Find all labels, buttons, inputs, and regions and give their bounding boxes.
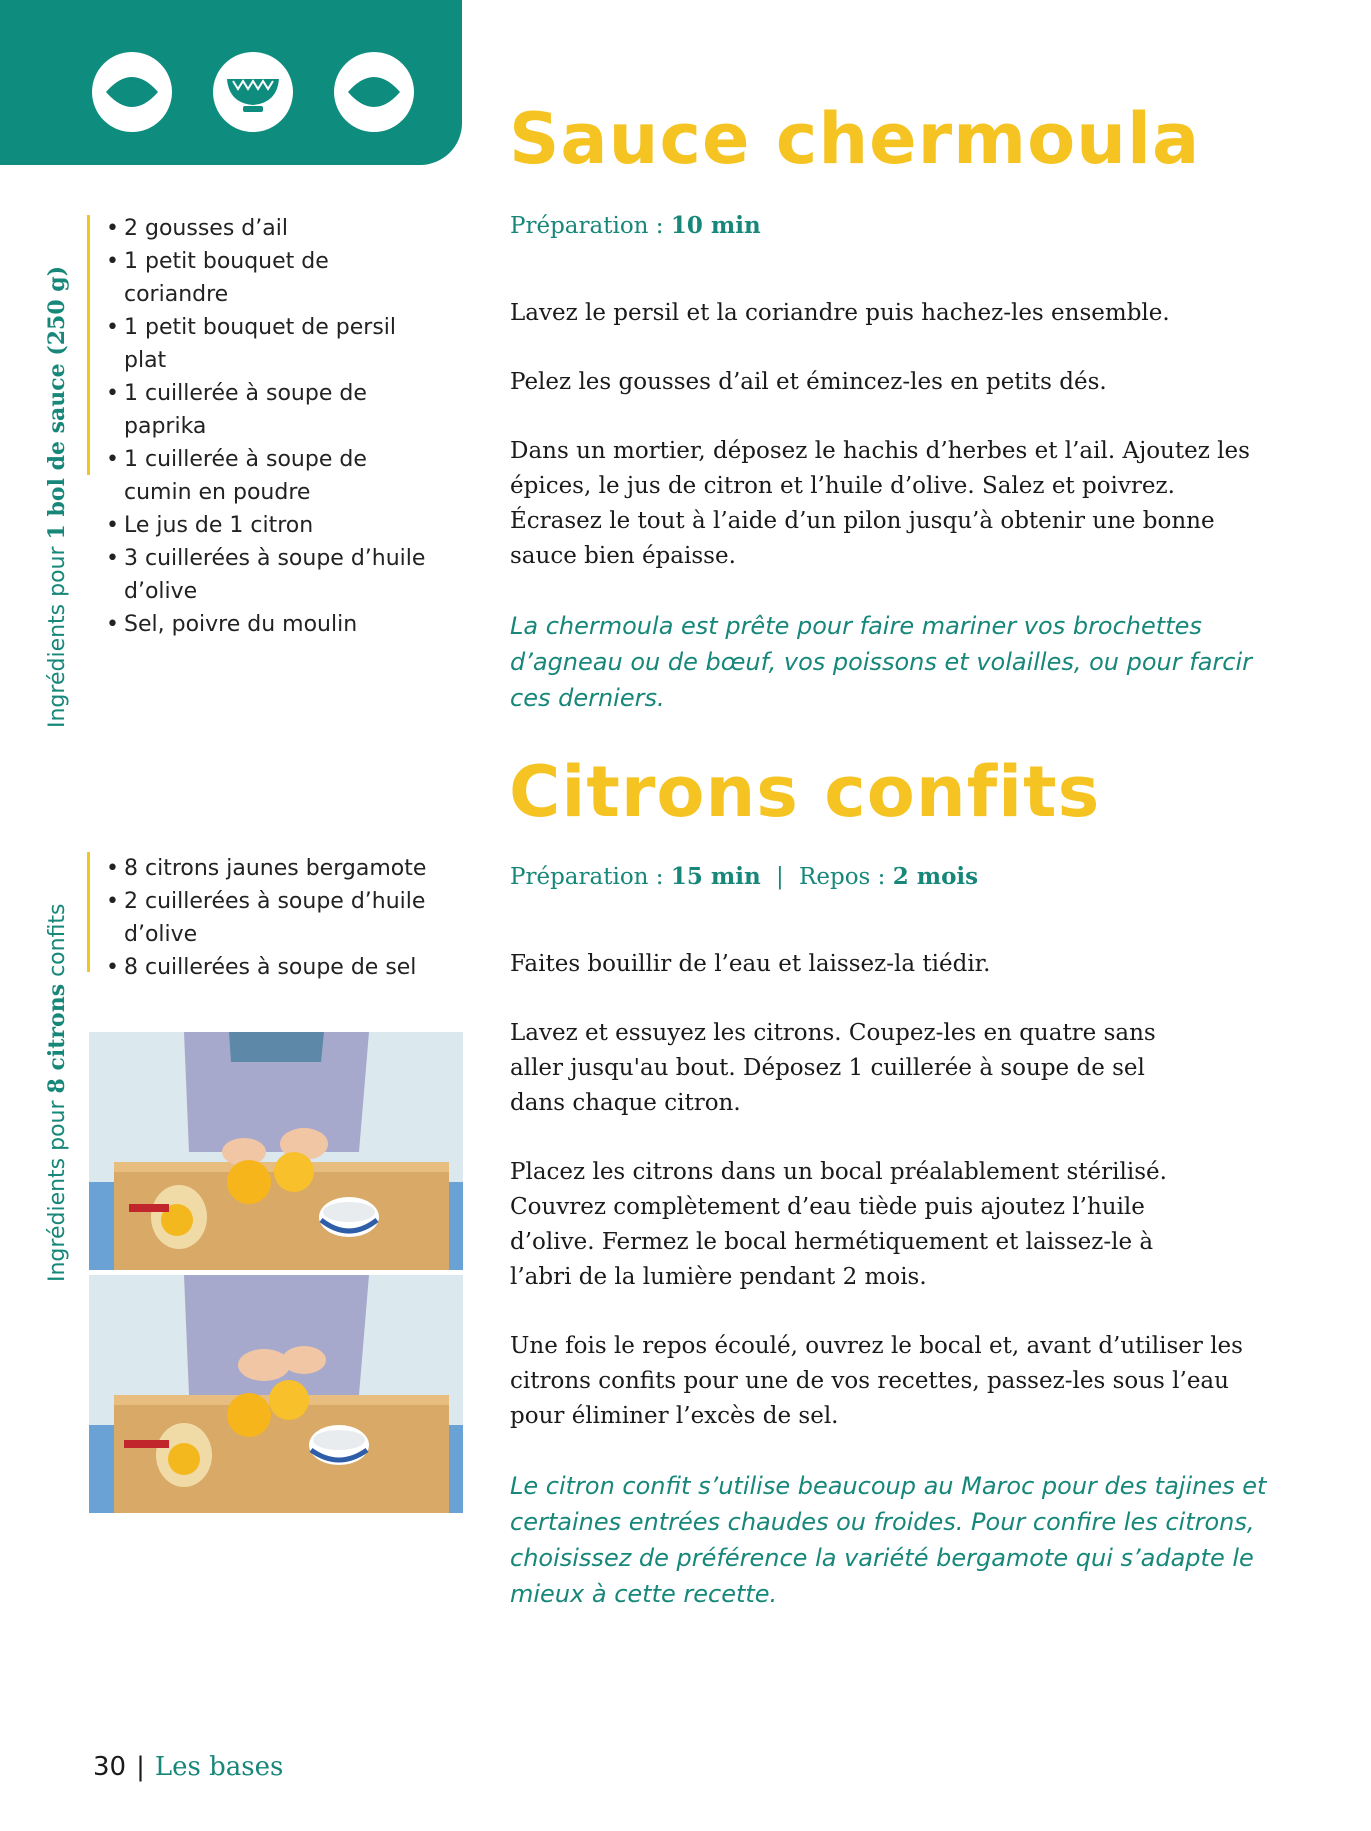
recipe-step: Lavez et essuyez les citrons. Coupez-les en quatre sans aller jusqu'au bout. Déposez 1 cuillerée à soupe de sel dans chaque citron. [510, 1020, 1156, 1116]
meta-separator: | [775, 864, 784, 890]
recipe-step: Une fois le repos écoulé, ouvrez le bocal et, avant d’utiliser les citrons confits pour une de vos recettes, passez-les sous l’eau pour éliminer l’excès de sel. [510, 1333, 1243, 1429]
prep-label: Préparation : [510, 864, 664, 890]
recipe-step: Placez les citrons dans un bocal préalablement stérilisé. Couvrez complètement d’eau tiède puis ajoutez l’huile d’olive. Fermez le bocal hermétiquement et laissez-le à l’abri de la lumière pendant 2 mois. [510, 1159, 1167, 1290]
rest-value: 2 mois [892, 863, 979, 890]
recipe-title: Citrons confits [509, 751, 1101, 833]
ingredients-heading: Ingrédients pour 8 citrons confits [44, 903, 70, 1282]
lemon-icon [334, 52, 414, 132]
recipe-step: Dans un mortier, déposez le hachis d’herbes et l’ail. Ajoutez les épices, le jus de citron et l’huile d’olive. Salez et poivrez. Écrasez le tout à l’aide d’un pilon jusqu’à obtenir une bonne sauce bien épaisse. [510, 438, 1250, 569]
prep-label: Préparation : [510, 213, 664, 239]
recipe-step: Pelez les gousses d’ail et émincez-les en petits dés. [510, 369, 1107, 395]
recipe-step: Lavez le persil et la coriandre puis hachez-les ensemble. [510, 300, 1170, 326]
ingredient-item: • 3 cuillerées à soupe d’huile d’olive [106, 542, 436, 608]
ingredient-item: • 2 cuillerées à soupe d’huile d’olive [106, 885, 436, 951]
recipe-steps [510, 947, 1290, 1612]
ingredient-item: • 8 citrons jaunes bergamote [106, 852, 436, 885]
rest-label: Repos : [799, 864, 886, 890]
section-name: Les bases [154, 1752, 284, 1782]
page-footer [93, 1752, 283, 1782]
ingredient-item: • 1 petit bouquet de persil plat [106, 311, 436, 377]
recipe-title: Sauce chermoula [509, 98, 1201, 180]
ingredients-rule [87, 215, 90, 475]
bowl-icon [213, 52, 293, 132]
prep-time [510, 212, 761, 239]
photo-salting-lemon [89, 1275, 463, 1513]
ingredient-item: • 8 cuillerées à soupe de sel [106, 951, 436, 984]
prep-value: 15 min [670, 863, 761, 890]
ingredient-item: • Sel, poivre du moulin [106, 608, 436, 641]
page-number: 30 [93, 1752, 127, 1782]
ingredient-item: • Le jus de 1 citron [106, 509, 436, 542]
header-band [0, 0, 462, 165]
recipe-tip: La chermoula est prête pour faire mariner vos brochettes d’agneau ou de bœuf, vos poissons et volailles, ou pour farcir ces derniers. [510, 612, 1253, 712]
ingredient-item: • 1 cuillerée à soupe de cumin en poudre [106, 443, 436, 509]
prep-time [510, 863, 978, 890]
photo-cutting-lemon [89, 1032, 463, 1270]
footer-separator: | [136, 1752, 145, 1782]
lemon-icon [92, 52, 172, 132]
ingredients-rule [87, 852, 90, 972]
ingredients-heading: Ingrédients pour 1 bol de sauce (250 g) [44, 265, 70, 728]
ingredient-list [106, 212, 436, 641]
ingredient-item: • 2 gousses d’ail [106, 212, 436, 245]
recipe-step: Faites bouillir de l’eau et laissez-la tiédir. [510, 951, 991, 977]
ingredient-item: • 1 cuillerée à soupe de paprika [106, 377, 436, 443]
recipe-tip: Le citron confit s’utilise beaucoup au Maroc pour des tajines et certaines entrées chaudes ou froides. Pour confire les citrons, choisissez de préférence la variété bergamote qui s’adapte le mieux à cette recette. [510, 1472, 1267, 1608]
ingredient-item: • 1 petit bouquet de coriandre [106, 245, 436, 311]
prep-value: 10 min [670, 212, 761, 239]
ingredient-list [106, 852, 436, 984]
recipe-steps [510, 296, 1270, 716]
